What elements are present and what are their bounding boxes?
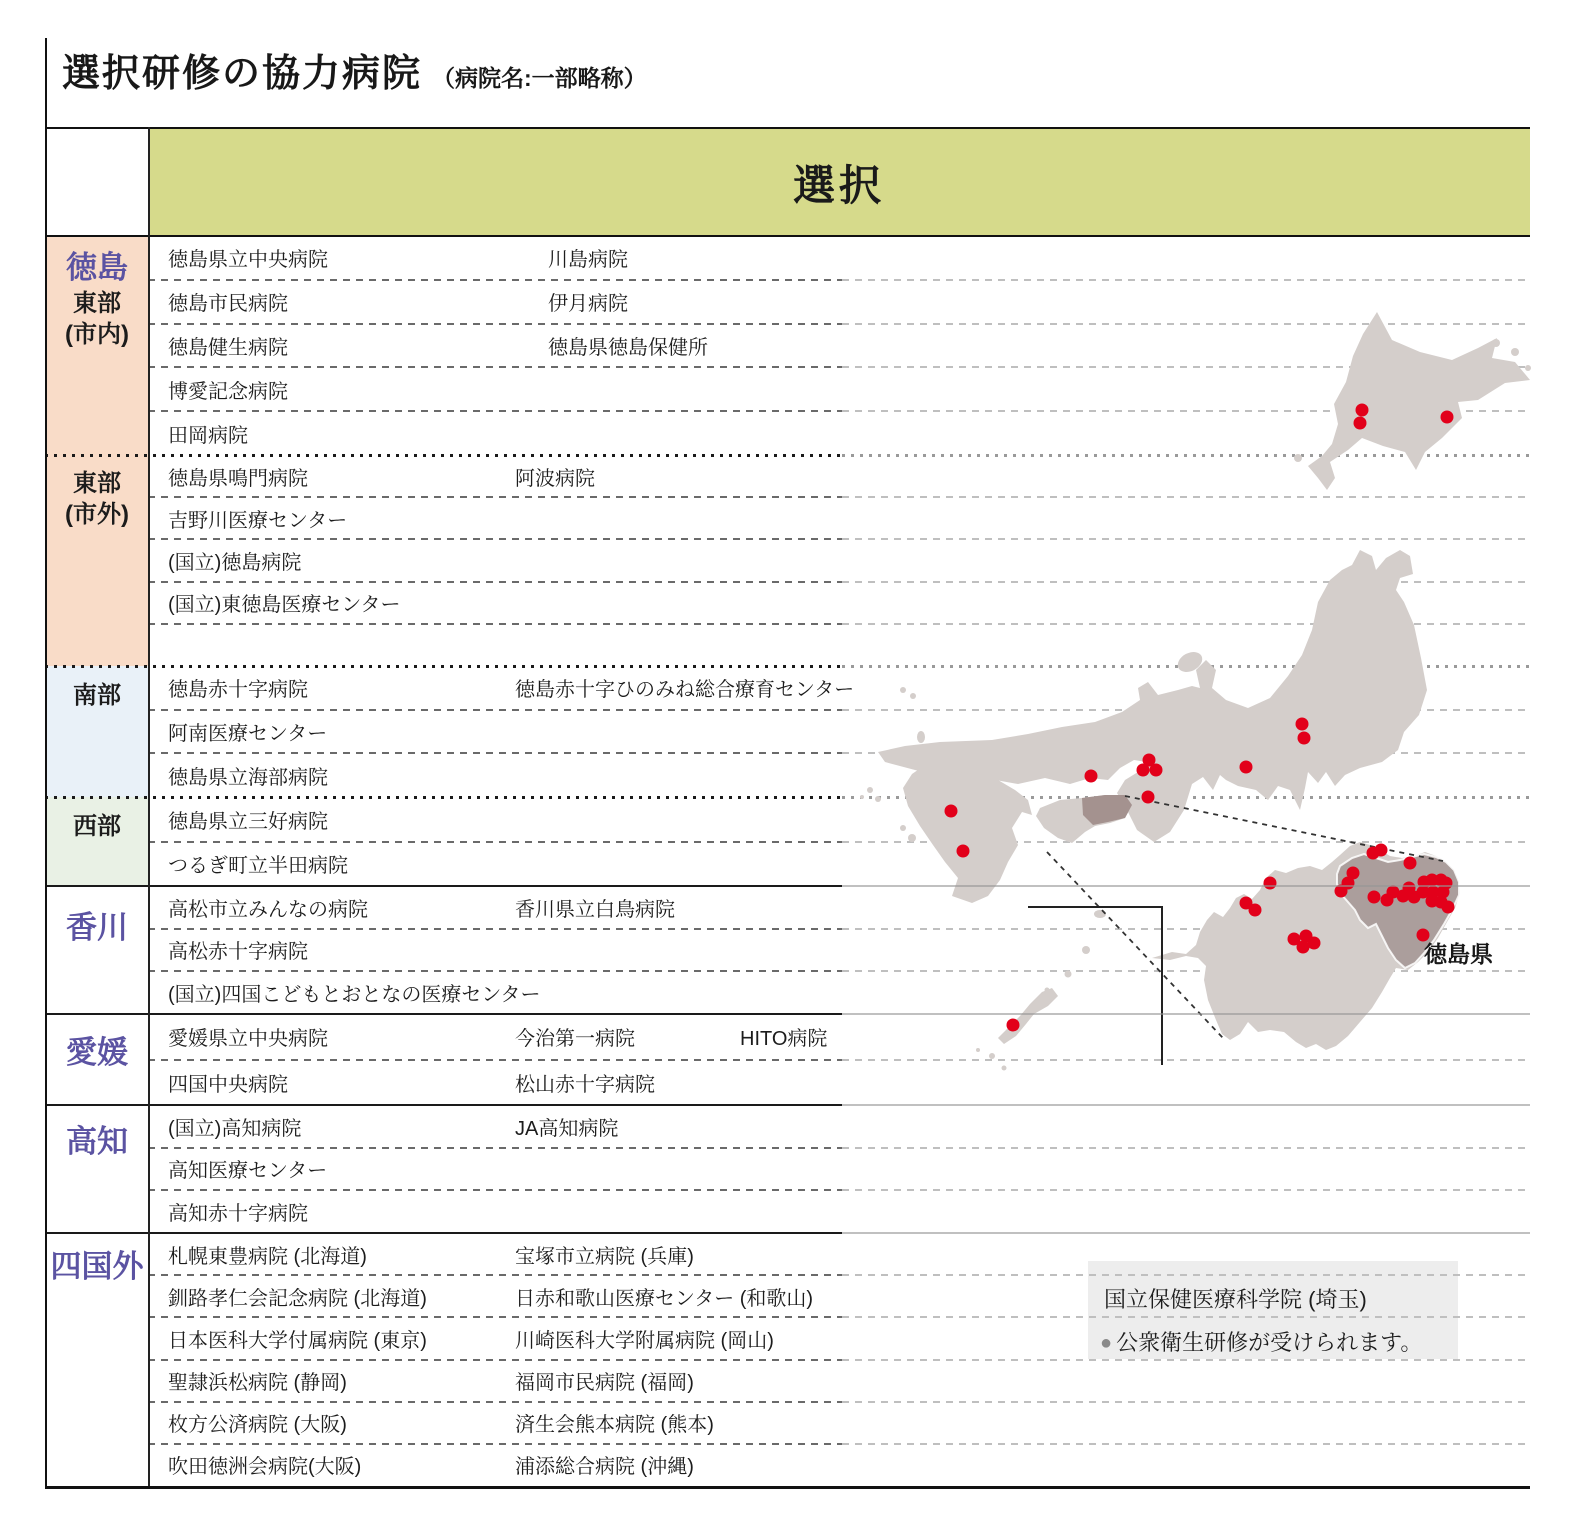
section-divider-dotted <box>45 796 842 799</box>
hospital-name: 釧路孝仁会記念病院 (北海道) <box>168 1287 427 1310</box>
hospital-dot <box>1442 901 1455 914</box>
section-divider-solid-ext <box>842 1104 1530 1106</box>
row-divider-dashed <box>842 1274 1530 1276</box>
region-label-kagawa: 香川 <box>66 910 128 945</box>
row-divider-dashed <box>842 1189 1530 1191</box>
page-title: 選択研修の協力病院 <box>62 53 423 95</box>
hospital-name: 吹田徳洲会病院(大阪) <box>168 1456 362 1479</box>
hospital-name: 高知赤十字病院 <box>168 1203 308 1226</box>
subregion-label-tok-east-inner: 東部 (市内) <box>65 290 129 348</box>
hospital-name: 阿波病院 <box>515 467 595 490</box>
section-divider-solid <box>45 885 842 887</box>
hospital-name: 高松赤十字病院 <box>168 941 308 964</box>
map-pref-label: 徳島県 <box>1424 941 1493 967</box>
hospital-name: 愛媛県立中央病院 <box>168 1028 328 1051</box>
hospital-dot <box>1007 1019 1020 1032</box>
region-label-tok-east-inner: 徳島 <box>66 250 128 285</box>
hospital-name: 札幌東豊病院 (北海道) <box>168 1245 367 1268</box>
hokkaido-shape <box>1308 312 1530 490</box>
region-label-kochi: 高知 <box>66 1124 128 1159</box>
row-divider-dashed <box>842 1401 1530 1403</box>
row-divider-dashed <box>842 1147 1530 1149</box>
hospital-name: 博愛記念病院 <box>168 380 288 403</box>
table-top-border <box>45 127 1530 129</box>
hospital-name: 徳島赤十字ひのみね総合療育センター <box>515 679 855 702</box>
hospital-dot <box>1085 770 1098 783</box>
table-bottom-border <box>45 1486 1530 1489</box>
hospital-name: (国立)高知病院 <box>168 1117 302 1140</box>
info-box-line2: ● 公衆衛生研修が受けられます。 <box>1100 1330 1423 1355</box>
hospital-name: (国立)東徳島医療センター <box>168 594 401 617</box>
column-divider <box>148 127 150 1486</box>
hospital-dot <box>1441 411 1454 424</box>
hospital-name: 四国中央病院 <box>168 1073 288 1096</box>
inset-bracket-line <box>1028 907 1162 1065</box>
kyushu-shape <box>903 765 1032 903</box>
hospital-name: 済生会熊本病院 (熊本) <box>515 1414 714 1437</box>
okinawa-shape <box>998 988 1058 1044</box>
hospital-name: 川島病院 <box>548 249 628 272</box>
hospital-name: 香川県立白鳥病院 <box>515 898 675 921</box>
section-divider-solid <box>45 1232 842 1234</box>
region-label-ehime: 愛媛 <box>66 1035 128 1070</box>
hospital-dot <box>1375 844 1388 857</box>
hospital-name: (国立)徳島病院 <box>168 551 302 574</box>
section-divider-solid <box>45 1104 842 1106</box>
hospital-dot <box>1249 904 1262 917</box>
table-header <box>148 129 1530 236</box>
hospital-dot <box>1356 404 1369 417</box>
hospital-dot <box>1142 791 1155 804</box>
hospital-dot <box>1308 937 1321 950</box>
hospital-name: 田岡病院 <box>168 424 248 447</box>
hospital-name: 徳島県立海部病院 <box>168 766 328 789</box>
hospital-name: (国立)四国こどもとおとなの医療センター <box>168 984 541 1007</box>
hospital-dot <box>945 805 958 818</box>
tokushima-small-dark-region <box>1082 795 1132 825</box>
row-divider-dashed <box>842 1443 1530 1445</box>
page-title-block <box>62 42 647 97</box>
hospital-dot <box>1296 718 1309 731</box>
row-divider-dashed <box>842 1359 1530 1361</box>
page-title-note: （病院名:一部略称） <box>432 65 647 91</box>
hospital-name: HITO病院 <box>740 1028 828 1051</box>
section-divider-dotted <box>45 454 842 457</box>
hospital-name: 徳島県徳島保健所 <box>548 336 708 359</box>
hospital-name: JA高知病院 <box>515 1117 619 1140</box>
hospital-name: つるぎ町立半田病院 <box>168 855 348 878</box>
section-divider-solid-ext <box>842 1232 1530 1234</box>
hospital-name: 徳島県立中央病院 <box>168 249 328 272</box>
hospital-dot <box>1354 417 1367 430</box>
hospital-name: 徳島県立三好病院 <box>168 810 328 833</box>
hospital-name: 枚方公済病院 (大阪) <box>168 1414 347 1437</box>
hospital-name: 松山赤十字病院 <box>515 1073 655 1096</box>
hospital-dot <box>1137 764 1150 777</box>
info-box-line1: 国立保健医療科学院 (埼玉) <box>1104 1287 1367 1312</box>
hospital-name: 浦添総合病院 (沖縄) <box>515 1456 694 1479</box>
subregion-label-tok-south: 南部 <box>73 682 121 709</box>
hospital-name: 聖隷浜松病院 (静岡) <box>168 1372 347 1395</box>
hospital-dot <box>1264 877 1277 890</box>
hospital-name: 川崎医科大学附属病院 (岡山) <box>515 1329 774 1352</box>
hospital-name: 福岡市民病院 (福岡) <box>515 1372 694 1395</box>
subregion-label-tok-west: 西部 <box>73 813 121 840</box>
hospital-dot <box>957 845 970 858</box>
hospital-name: 阿南医療センター <box>168 722 328 745</box>
hospital-dot <box>1404 857 1417 870</box>
hospital-name: 徳島赤十字病院 <box>168 679 308 702</box>
hospital-name: 伊月病院 <box>548 293 628 316</box>
hospital-name: 高知医療センター <box>168 1160 328 1183</box>
row-divider-dashed <box>842 1316 1530 1318</box>
hospital-name: 今治第一病院 <box>515 1028 635 1051</box>
subregion-label-tok-east-outer: 東部 (市外) <box>65 470 129 528</box>
hospital-name: 日本医科大学付属病院 (東京) <box>168 1329 427 1352</box>
section-divider-solid-ext <box>842 885 1530 887</box>
hospital-name: 徳島健生病院 <box>168 336 288 359</box>
section-divider-solid-ext <box>842 1013 1530 1015</box>
hospital-name: 吉野川医療センター <box>168 509 348 532</box>
hospital-name: 徳島市民病院 <box>168 293 288 316</box>
hospital-name: 宝塚市立病院 (兵庫) <box>515 1245 694 1268</box>
hospital-name: 高松市立みんなの病院 <box>168 898 368 921</box>
region-label-outside: 四国外 <box>50 1249 144 1284</box>
hospital-dot <box>1368 891 1381 904</box>
table-header-label: 選択 <box>792 161 885 209</box>
table-left-border <box>45 38 47 1489</box>
hospital-dot <box>1298 732 1311 745</box>
hospital-name: 徳島県鳴門病院 <box>168 467 308 490</box>
hospital-name: 日赤和歌山医療センター (和歌山) <box>515 1287 814 1310</box>
hospital-dot <box>1150 764 1163 777</box>
hospital-dot <box>1240 761 1253 774</box>
gray-dot-icon: ● <box>1100 1332 1113 1354</box>
